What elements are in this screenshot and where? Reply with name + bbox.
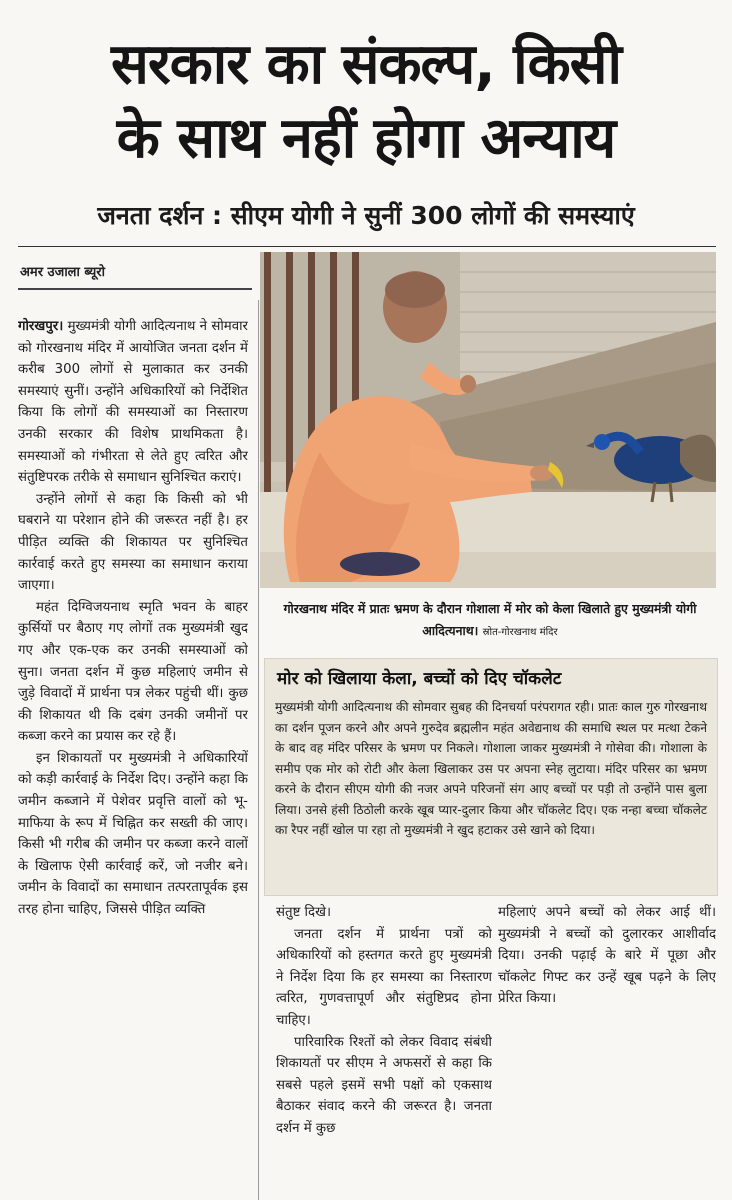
photo-caption (266, 598, 714, 644)
box-text: मुख्यमंत्री योगी आदित्यनाथ की सोमवार सुबह की दिनचर्या परंपरागत रही। प्रातः काल गुरु गोरखनाथ का दर्शन पूजन करने और अपने गुरुदेव ब्रह्मलीन महंत अवेद्यनाथ की समाधि स्थल पर मत्था टेकने के बाद वह मंदिर परिसर के भ्रमण पर निकले। गोशाला जाकर मुख्यमंत्री ने गोसेवा की। गोशाला के समीप एक मोर को रोटी और केला खिलाकर उस पर अपना स्नेह लुटाया। मंदिर परिसर का भ्रमण करने के दौरान सीएम योगी की नजर अपने परिजनों संग आए बच्चों पर पड़ी तो उन्होंने पास बुला लिया। उनसे हंसी ठिठोली करके खूब प्यार-दुलार किया और चॉकलेट दिए। एक नन्हा बच्चा चॉकलेट का रैपर नहीं खोल पा रहा तो मुख्यमंत्री ने खुद हटाकर उसे खाने को दिया। (275, 700, 707, 837)
subheadline: जनता दर्शन : सीएम योगी ने सुनीं 300 लोगों की समस्याएं (97, 201, 635, 230)
dateline: गोरखपुर। (18, 319, 64, 334)
photo-credit: स्रोत-गोरखनाथ मंदिर (482, 627, 558, 638)
paragraph: उन्होंने लोगों से कहा कि किसी को भी घबराने या परेशान होने की जरूरत नहीं है। हर पीड़ित व्यक्ति की शिकायत पर सुनिश्चित कार्रवाई करते हुए समस्या का समाधान कराया जाएगा। (18, 491, 248, 594)
sidebar-box (264, 658, 718, 896)
top-divider (18, 246, 716, 247)
article-column-2 (276, 902, 492, 1198)
article-column-3 (498, 902, 716, 1022)
article-column-1 (18, 316, 248, 1194)
headline-line-2: के साथ नहीं होगा अन्याय (116, 106, 616, 171)
headline (10, 28, 722, 176)
paragraph: इन शिकायतों पर मुख्यमंत्री ने अधिकारियों को कड़ी कार्रवाई के निर्देश दिए। उन्होंने कहा कि जमीन कब्जाने में पेशेवर प्रवृत्ति वालों को भू-माफिया के रूप में चिह्नित कर सख्ती की जाए। किसी भी गरीब की जमीन पर कब्जा करने वालों के खिलाफ ऐसी कार्रवाई करें, जो नजीर बने। जमीन के विवादों का समाधान तत्परतापूर्वक इस तरह होना चाहिए, जिससे पीड़ित व्यक्ति (18, 750, 248, 918)
byline-divider (18, 288, 252, 290)
photo-illustration (260, 252, 716, 588)
paragraph: महिलाएं अपने बच्चों को लेकर आई थीं। मुख्यमंत्री ने बच्चों को दुलारकर आशीर्वाद दिया। उनकी पढ़ाई के बारे में पूछा और चॉकलेट गिफ्ट कर उन्हें खूब पढ़ने के लिए प्रेरित किया। (498, 905, 716, 1007)
byline: अमर उजाला ब्यूरो (20, 265, 105, 280)
news-photo (260, 252, 716, 588)
paragraph: महंत दिग्विजयनाथ स्मृति भवन के बाहर कुर्सियों पर बैठाए गए लोगों तक मुख्यमंत्री खुद गए और एक-एक कर उनकी समस्याओं को सुना। जनता दर्शन में कुछ महिलाएं जमीन से जुड़े विवादों में प्रार्थना पत्र लेकर पहुंची थीं। कुछ की शिकायत थी कि दबंग उनकी जमीनों पर कब्जा करने का प्रयास कर रहे हैं। (18, 599, 248, 745)
paragraph: पारिवारिक रिश्तों को लेकर विवाद संबंधी शिकायतों पर सीएम ने अफसरों से कहा कि सबसे पहले इसमें सभी पक्षों को एकसाथ बैठाकर संवाद करने की जरूरत है। जनता दर्शन में कुछ (276, 1034, 492, 1136)
caption-text: गोरखनाथ मंदिर में प्रातः भ्रमण के दौरान गोशाला में मोर को केला खिलाते हुए मुख्यमंत्री योगी आदित्यनाथ। (283, 601, 697, 638)
paragraph (18, 316, 248, 489)
paragraph: जनता दर्शन में प्रार्थना पत्रों को अधिकारियों को हस्तगत करते हुए मुख्यमंत्री ने निर्देश दिया कि हर समस्या का निस्तारण त्वरित, गुणवत्तापूर्ण और संतुष्टिप्रद होना चाहिए। (276, 926, 492, 1028)
column-divider (258, 300, 259, 1200)
box-title: मोर को खिलाया केला, बच्चों को दिए चॉकलेट (277, 669, 562, 689)
paragraph: संतुष्ट दिखे। (276, 905, 331, 920)
paragraph-text: मुख्यमंत्री योगी आदित्यनाथ ने सोमवार को गोरखनाथ मंदिर में आयोजित जनता दर्शन में करीब 300 लोगों से मुलाकात कर उनकी समस्याएं सुनीं। उन्होंने अधिकारियों को निर्देशित किया कि लोगों की समस्याओं का निस्तारण उनकी सरकार की विशेष प्राथमिकता है। समस्याओं को गंभीरता से लेते हुए त्वरित और संतुष्टिपरक तरीके से समाधान सुनिश्चित कराएं। (18, 319, 248, 486)
headline-line-1: सरकार का संकल्प, किसी (110, 32, 622, 97)
